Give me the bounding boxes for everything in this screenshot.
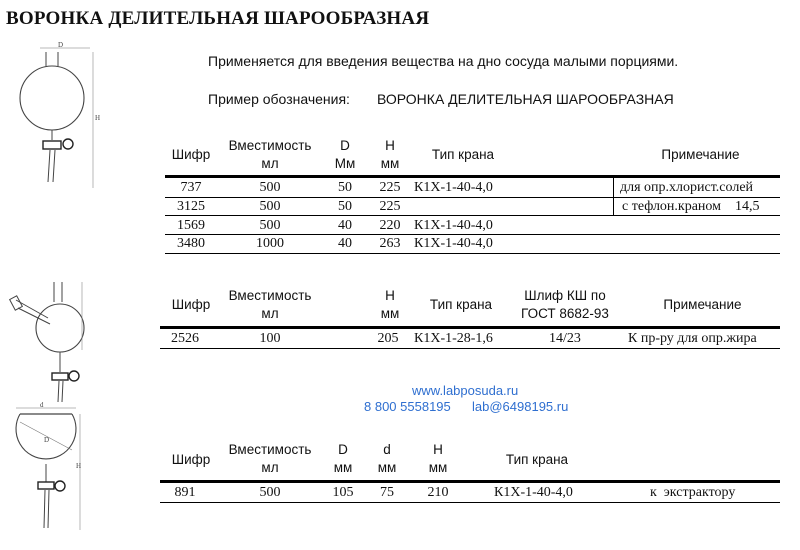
t3-header-capacity-unit: мл bbox=[261, 460, 279, 475]
t2-header-capacity: Вместимость bbox=[228, 288, 312, 303]
t1-cell: 500 bbox=[259, 218, 281, 233]
t1-header-d-unit: Мм bbox=[334, 156, 356, 171]
t1-cell: 3480 bbox=[177, 236, 205, 251]
funnel-drawing-1 bbox=[8, 38, 108, 203]
t3-header-h: H bbox=[433, 442, 443, 457]
t1-header-h-unit: мм bbox=[380, 156, 400, 171]
example-value: ВОРОНКА ДЕЛИТЕЛЬНАЯ ШАРООБРАЗНАЯ bbox=[377, 91, 674, 107]
t1-cell: К1Х-1-40-4,0 bbox=[414, 218, 493, 233]
contact-site-link[interactable]: www.labposuda.ru bbox=[412, 383, 519, 398]
t1-vertical-rule bbox=[613, 178, 614, 216]
t3-header-d-small-unit: мм bbox=[377, 460, 397, 475]
page-title: ВОРОНКА ДЕЛИТЕЛЬНАЯ ШАРООБРАЗНАЯ bbox=[6, 8, 430, 29]
drawing-label-d-small: d bbox=[40, 402, 44, 409]
t2-header-h-unit: мм bbox=[380, 306, 400, 321]
t3-header-d-small: d bbox=[383, 442, 391, 457]
t3-header-d-unit: мм bbox=[333, 460, 353, 475]
t1-top-rule bbox=[165, 175, 780, 178]
t1-cell: 500 bbox=[259, 180, 281, 195]
t2-header-joint2: ГОСТ 8682-93 bbox=[521, 306, 609, 321]
t3-bottom-rule bbox=[160, 502, 780, 503]
t1-cell: с тефлон.краном 14,5 bbox=[622, 199, 760, 214]
t3-header-capacity: Вместимость bbox=[228, 442, 312, 457]
t1-cell: 500 bbox=[259, 199, 281, 214]
t3-cell: 210 bbox=[427, 485, 449, 500]
t1-header-tap: Тип крана bbox=[431, 147, 495, 162]
t1-cell: 225 bbox=[379, 199, 401, 214]
t2-header-capacity-unit: мл bbox=[261, 306, 279, 321]
t1-cell: 737 bbox=[180, 180, 202, 195]
t2-header-h: H bbox=[385, 288, 395, 303]
t1-row-rule bbox=[165, 234, 780, 235]
t3-header-h-unit: мм bbox=[428, 460, 448, 475]
t1-cell: К1Х-1-40-4,0 bbox=[414, 180, 493, 195]
t2-cell: К1Х-1-28-1,6 bbox=[414, 331, 493, 346]
t1-cell: для опр.хлорист.солей bbox=[620, 180, 754, 195]
t2-header-joint: Шлиф КШ по bbox=[524, 288, 606, 303]
t1-cell: 40 bbox=[338, 218, 352, 233]
t3-cell: к экстрактору bbox=[650, 485, 736, 500]
t2-cell: 205 bbox=[377, 331, 399, 346]
t1-cell: 220 bbox=[379, 218, 401, 233]
t1-cell: 50 bbox=[338, 199, 352, 214]
funnel-drawing-3 bbox=[6, 402, 86, 542]
t3-top-rule bbox=[160, 480, 780, 483]
contact-phone: 8 800 5558195 bbox=[364, 399, 451, 414]
drawing-label-d-big: D bbox=[44, 436, 50, 444]
t3-cell: 500 bbox=[259, 485, 281, 500]
t1-cell: 1569 bbox=[177, 218, 205, 233]
t1-bottom-rule bbox=[165, 253, 780, 254]
t1-cell: К1Х-1-40-4,0 bbox=[414, 236, 493, 251]
t2-cell: 14/23 bbox=[549, 331, 581, 346]
t1-header-h: H bbox=[385, 138, 395, 153]
contact-email-link[interactable]: lab@6498195.ru bbox=[472, 399, 569, 414]
t2-header-code: Шифр bbox=[171, 297, 211, 312]
t1-header-code: Шифр bbox=[171, 147, 211, 162]
t1-row-rule bbox=[165, 215, 780, 216]
drawing-label-d: D bbox=[58, 41, 64, 49]
t1-row-rule bbox=[165, 197, 780, 198]
t3-header-code: Шифр bbox=[171, 452, 211, 467]
description: Применяется для введения вещества на дно сосуда малыми порциями. bbox=[208, 53, 679, 69]
t1-cell: 40 bbox=[338, 236, 352, 251]
t2-cell: 100 bbox=[259, 331, 281, 346]
t1-cell: 50 bbox=[338, 180, 352, 195]
t2-header-note: Примечание bbox=[663, 297, 742, 312]
t1-cell: 225 bbox=[379, 180, 401, 195]
funnel-drawing-2 bbox=[8, 280, 88, 405]
t2-cell: К пр-ру для опр.жира bbox=[628, 331, 757, 346]
t2-cell: 2526 bbox=[171, 331, 199, 346]
t1-cell: 1000 bbox=[256, 236, 284, 251]
t1-cell: 263 bbox=[379, 236, 401, 251]
drawing-label-h-3: H bbox=[76, 462, 82, 470]
t1-header-capacity-unit: мл bbox=[261, 156, 279, 171]
t3-header-d: D bbox=[338, 442, 348, 457]
t1-header-d: D bbox=[340, 138, 350, 153]
t3-header-tap: Тип крана bbox=[505, 452, 569, 467]
t3-cell: К1Х-1-40-4,0 bbox=[494, 485, 573, 500]
t1-cell: 3125 bbox=[177, 199, 205, 214]
t3-cell: 891 bbox=[174, 485, 196, 500]
t3-cell: 105 bbox=[332, 485, 354, 500]
drawing-label-h: H bbox=[95, 114, 101, 122]
example-label: Пример обозначения: bbox=[208, 91, 350, 107]
t2-bottom-rule bbox=[160, 348, 780, 349]
t2-top-rule bbox=[160, 326, 780, 329]
t2-header-tap: Тип крана bbox=[429, 297, 493, 312]
t1-header-capacity: Вместимость bbox=[228, 138, 312, 153]
t1-header-note: Примечание bbox=[661, 147, 740, 162]
t3-cell: 75 bbox=[380, 485, 394, 500]
